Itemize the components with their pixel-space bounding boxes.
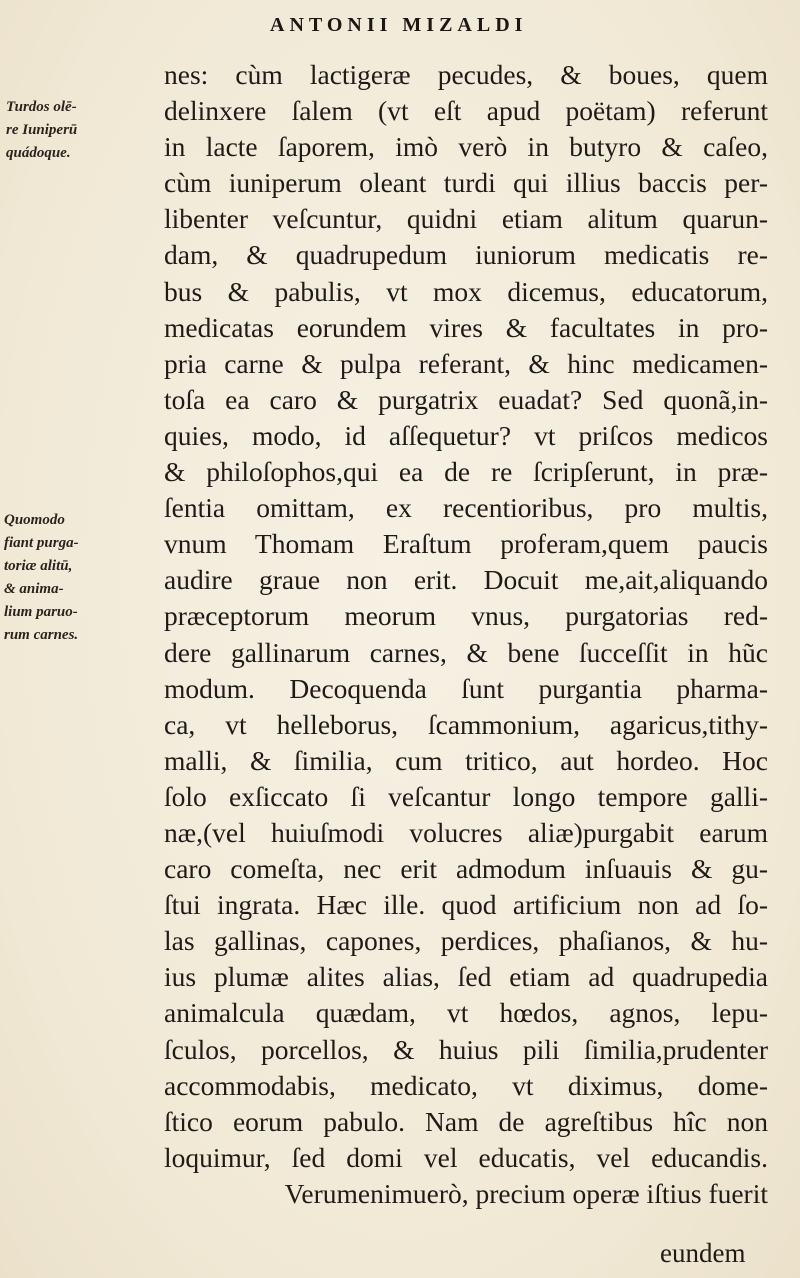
text-line: ſtico eorum pabulo. Nam de agreſtibus hîc non xyxy=(164,1105,768,1137)
text-line: libenter veſcuntur, quidni etiam alitum quarun- xyxy=(164,203,768,235)
margin-note-purgative-meat xyxy=(4,509,159,647)
text-line: modum. Decoquenda ſunt purgantia pharma- xyxy=(164,672,768,704)
margin-note-line: toriæ alitū, xyxy=(4,558,73,574)
text-line: ius plumæ alites alias, ſed etiam ad quadrupedia xyxy=(164,961,768,993)
text-line: las gallinas, capones, perdices, phaſianos, & hu- xyxy=(164,925,768,957)
text-line: toſa ea caro & purgatrix euadat? Sed quonã,in- xyxy=(164,383,768,415)
margin-note-line: lium paruo- xyxy=(4,604,78,620)
margin-note-line: Quomodo xyxy=(4,512,65,528)
text-line: ſculos, porcellos, & huius pili ſimilia,prudenter xyxy=(164,1033,768,1065)
margin-note-line: quádoque. xyxy=(6,145,71,161)
text-line: vnum Thomam Eraſtum proferam,quem paucis xyxy=(164,528,768,560)
text-line: animalcula quædam, vt hœdos, agnos, lepu- xyxy=(164,997,768,1029)
text-line: caro comeſta, nec erit admodum inſuauis & gu- xyxy=(164,853,768,885)
text-line: in lacte ſaporem, imò verò in butyro & caſeo, xyxy=(164,131,768,163)
text-line: cùm iuniperum oleant turdi qui illius baccis per- xyxy=(164,167,768,199)
text-line: delinxere ſalem (vt eſt apud poëtam) referunt xyxy=(164,95,768,127)
margin-note-line: re Iuniperū xyxy=(6,122,78,138)
text-line: malli, & ſimilia, cum tritico, aut hordeo. Hoc xyxy=(164,744,768,776)
margin-note-line: rum carnes. xyxy=(4,627,79,643)
margin-note-line: fiant purga- xyxy=(4,535,79,551)
catchword: eundem xyxy=(660,1238,746,1268)
running-head: ANTONII MIZALDI xyxy=(270,14,528,36)
text-line: næ,(vel huiuſmodi volucres aliæ)purgabit earum xyxy=(164,816,768,848)
text-line: loquimur, ſed domi vel educatis, vel educandis. xyxy=(164,1141,768,1173)
text-line: præceptorum meorum vnus, purgatorias red- xyxy=(164,600,768,632)
text-line: ſentia omittam, ex recentioribus, pro multis, xyxy=(164,492,768,524)
text-line: ca, vt helleborus, ſcammonium, agaricus,tithy- xyxy=(164,708,768,740)
margin-note-juniper xyxy=(6,96,161,165)
text-line: bus & pabulis, vt mox dicemus, educatorum, xyxy=(164,275,768,307)
text-line: ſtui ingrata. Hæc ille. quod artificium non ad ſo- xyxy=(164,889,768,921)
text-line: quies, modo, id aſſequetur? vt priſcos medicos xyxy=(164,419,768,451)
text-line: dere gallinarum carnes, & bene ſucceſſit in hũc xyxy=(164,636,768,668)
text-line: medicatas eorundem vires & facultates in pro- xyxy=(164,311,768,343)
text-line: Verumenimuerò, precium operæ iſtius fuerit xyxy=(284,1177,768,1209)
text-line: & philoſophos,qui ea de re ſcripſerunt, in præ- xyxy=(164,456,768,488)
text-line: audire graue non erit. Docuit me,ait,aliquando xyxy=(164,564,768,596)
text-line: accommodabis, medicato, vt diximus, dome- xyxy=(164,1069,768,1101)
text-line: pria carne & pulpa referant, & hinc medicamen- xyxy=(164,347,768,379)
margin-note-line: Turdos olē- xyxy=(6,99,77,115)
text-line: dam, & quadrupedum iuniorum medicatis re- xyxy=(164,239,768,271)
text-line: ſolo exſiccato ſi veſcantur longo tempore galli- xyxy=(164,780,768,812)
margin-note-line: & anima- xyxy=(4,581,64,597)
text-line: nes: cùm lactigeræ pecudes, & boues, quem xyxy=(164,59,768,90)
body-text xyxy=(164,57,768,1212)
